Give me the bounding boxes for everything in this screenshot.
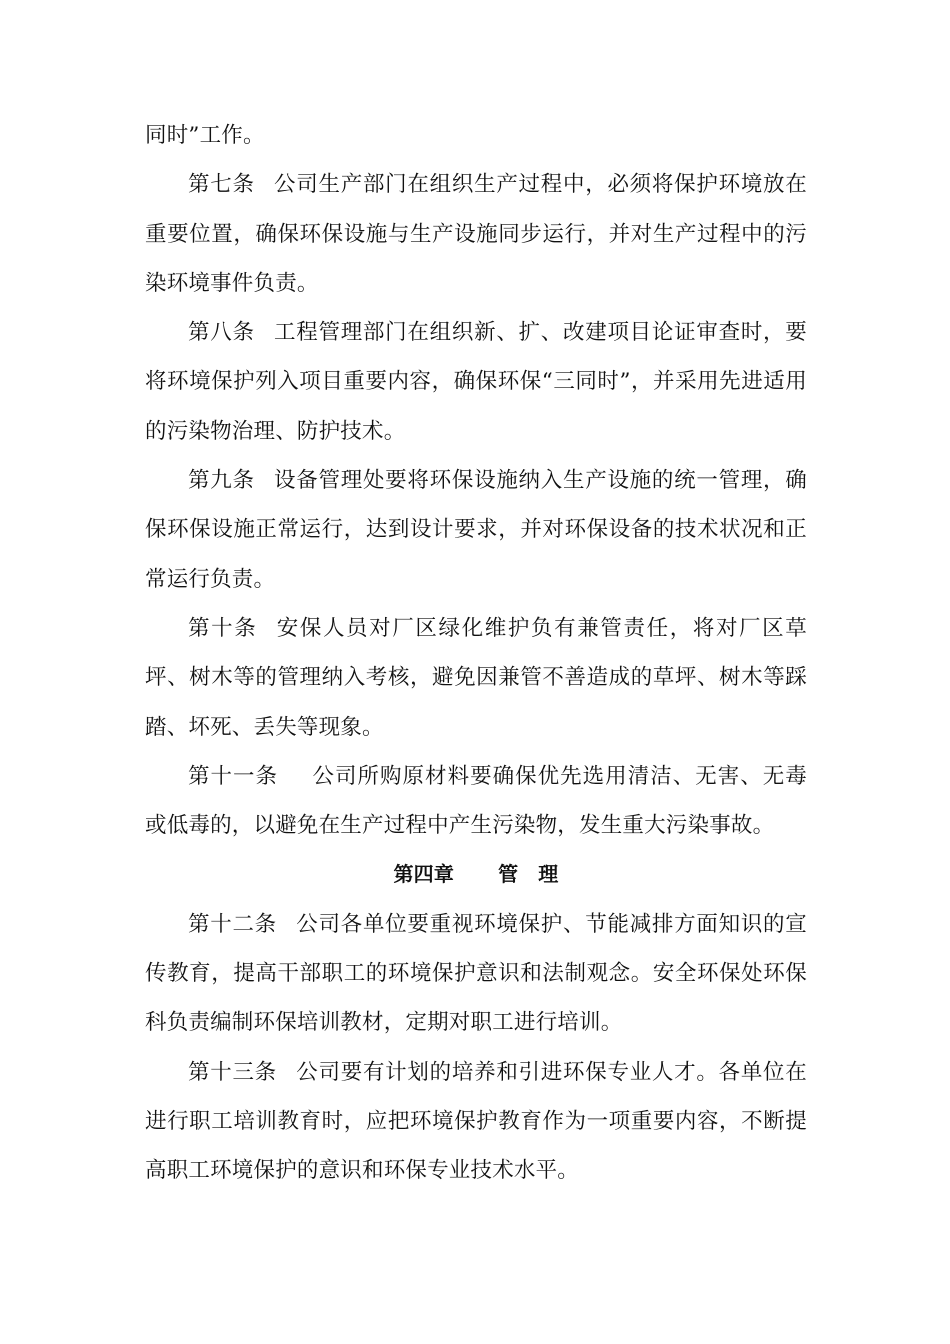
article-number: 第十条	[188, 615, 258, 641]
article-text: 安保人员对厂区绿化维护负有兼管责任，将对厂区草坪、树木等的管理纳入考核，避免因兼管不善造成的草坪、树木等踩踏、坏死、丢失等现象。	[145, 615, 807, 740]
article-13	[145, 1048, 807, 1196]
article-text: 公司所购原材料要确保优先选用清洁、无害、无毒或低毒的，以避免在生产过程中产生污染物，发生重大污染事故。	[145, 763, 807, 839]
article-number: 第十一条	[188, 763, 279, 789]
article-8	[145, 308, 807, 456]
article-text: 公司各单位要重视环境保护、节能减排方面知识的宣传教育，提高干部职工的环境保护意识和法制观念。安全环保处环保科负责编制环保培训教材，定期对职工进行培训。	[145, 911, 807, 1036]
article-text: 工程管理部门在组织新、扩、改建项目论证审查时，要将环境保护列入项目重要内容，确保环保“三同时”，并采用先进适用的污染物治理、防护技术。	[145, 320, 807, 444]
article-number: 第九条	[188, 468, 255, 494]
article-10	[145, 604, 807, 752]
article-7	[145, 160, 807, 308]
article-text: 公司要有计划的培养和引进环保专业人才。各单位在进行职工培训教育时，应把环境保护教育作为一项重要内容，不断提高职工环境保护的意识和环保专业技术水平。	[145, 1059, 807, 1184]
chapter-title-part2: 理	[538, 862, 559, 887]
article-text: 设备管理处要将环保设施纳入生产设施的统一管理，确保环保设施正常运行，达到设计要求，并对环保设备的技术状况和正常运行负责。	[145, 468, 807, 592]
article-number: 第十三条	[188, 1059, 277, 1085]
article-9	[145, 456, 807, 604]
article-number: 第十二条	[188, 911, 277, 937]
document-body	[145, 111, 807, 1196]
article-number: 第八条	[188, 320, 255, 346]
chapter-number: 第四章	[393, 862, 455, 887]
chapter-title-part1: 管	[498, 862, 519, 887]
continuation-paragraph	[145, 111, 807, 160]
article-12	[145, 900, 807, 1048]
article-text: 公司生产部门在组织生产过程中，必须将保护环境放在重要位置，确保环保设施与生产设施同步运行，并对生产过程中的污染环境事件负责。	[145, 172, 807, 296]
article-number: 第七条	[188, 172, 255, 198]
continuation-text: 同时”工作。	[145, 123, 265, 148]
article-11	[145, 752, 807, 851]
chapter-heading	[145, 850, 807, 899]
